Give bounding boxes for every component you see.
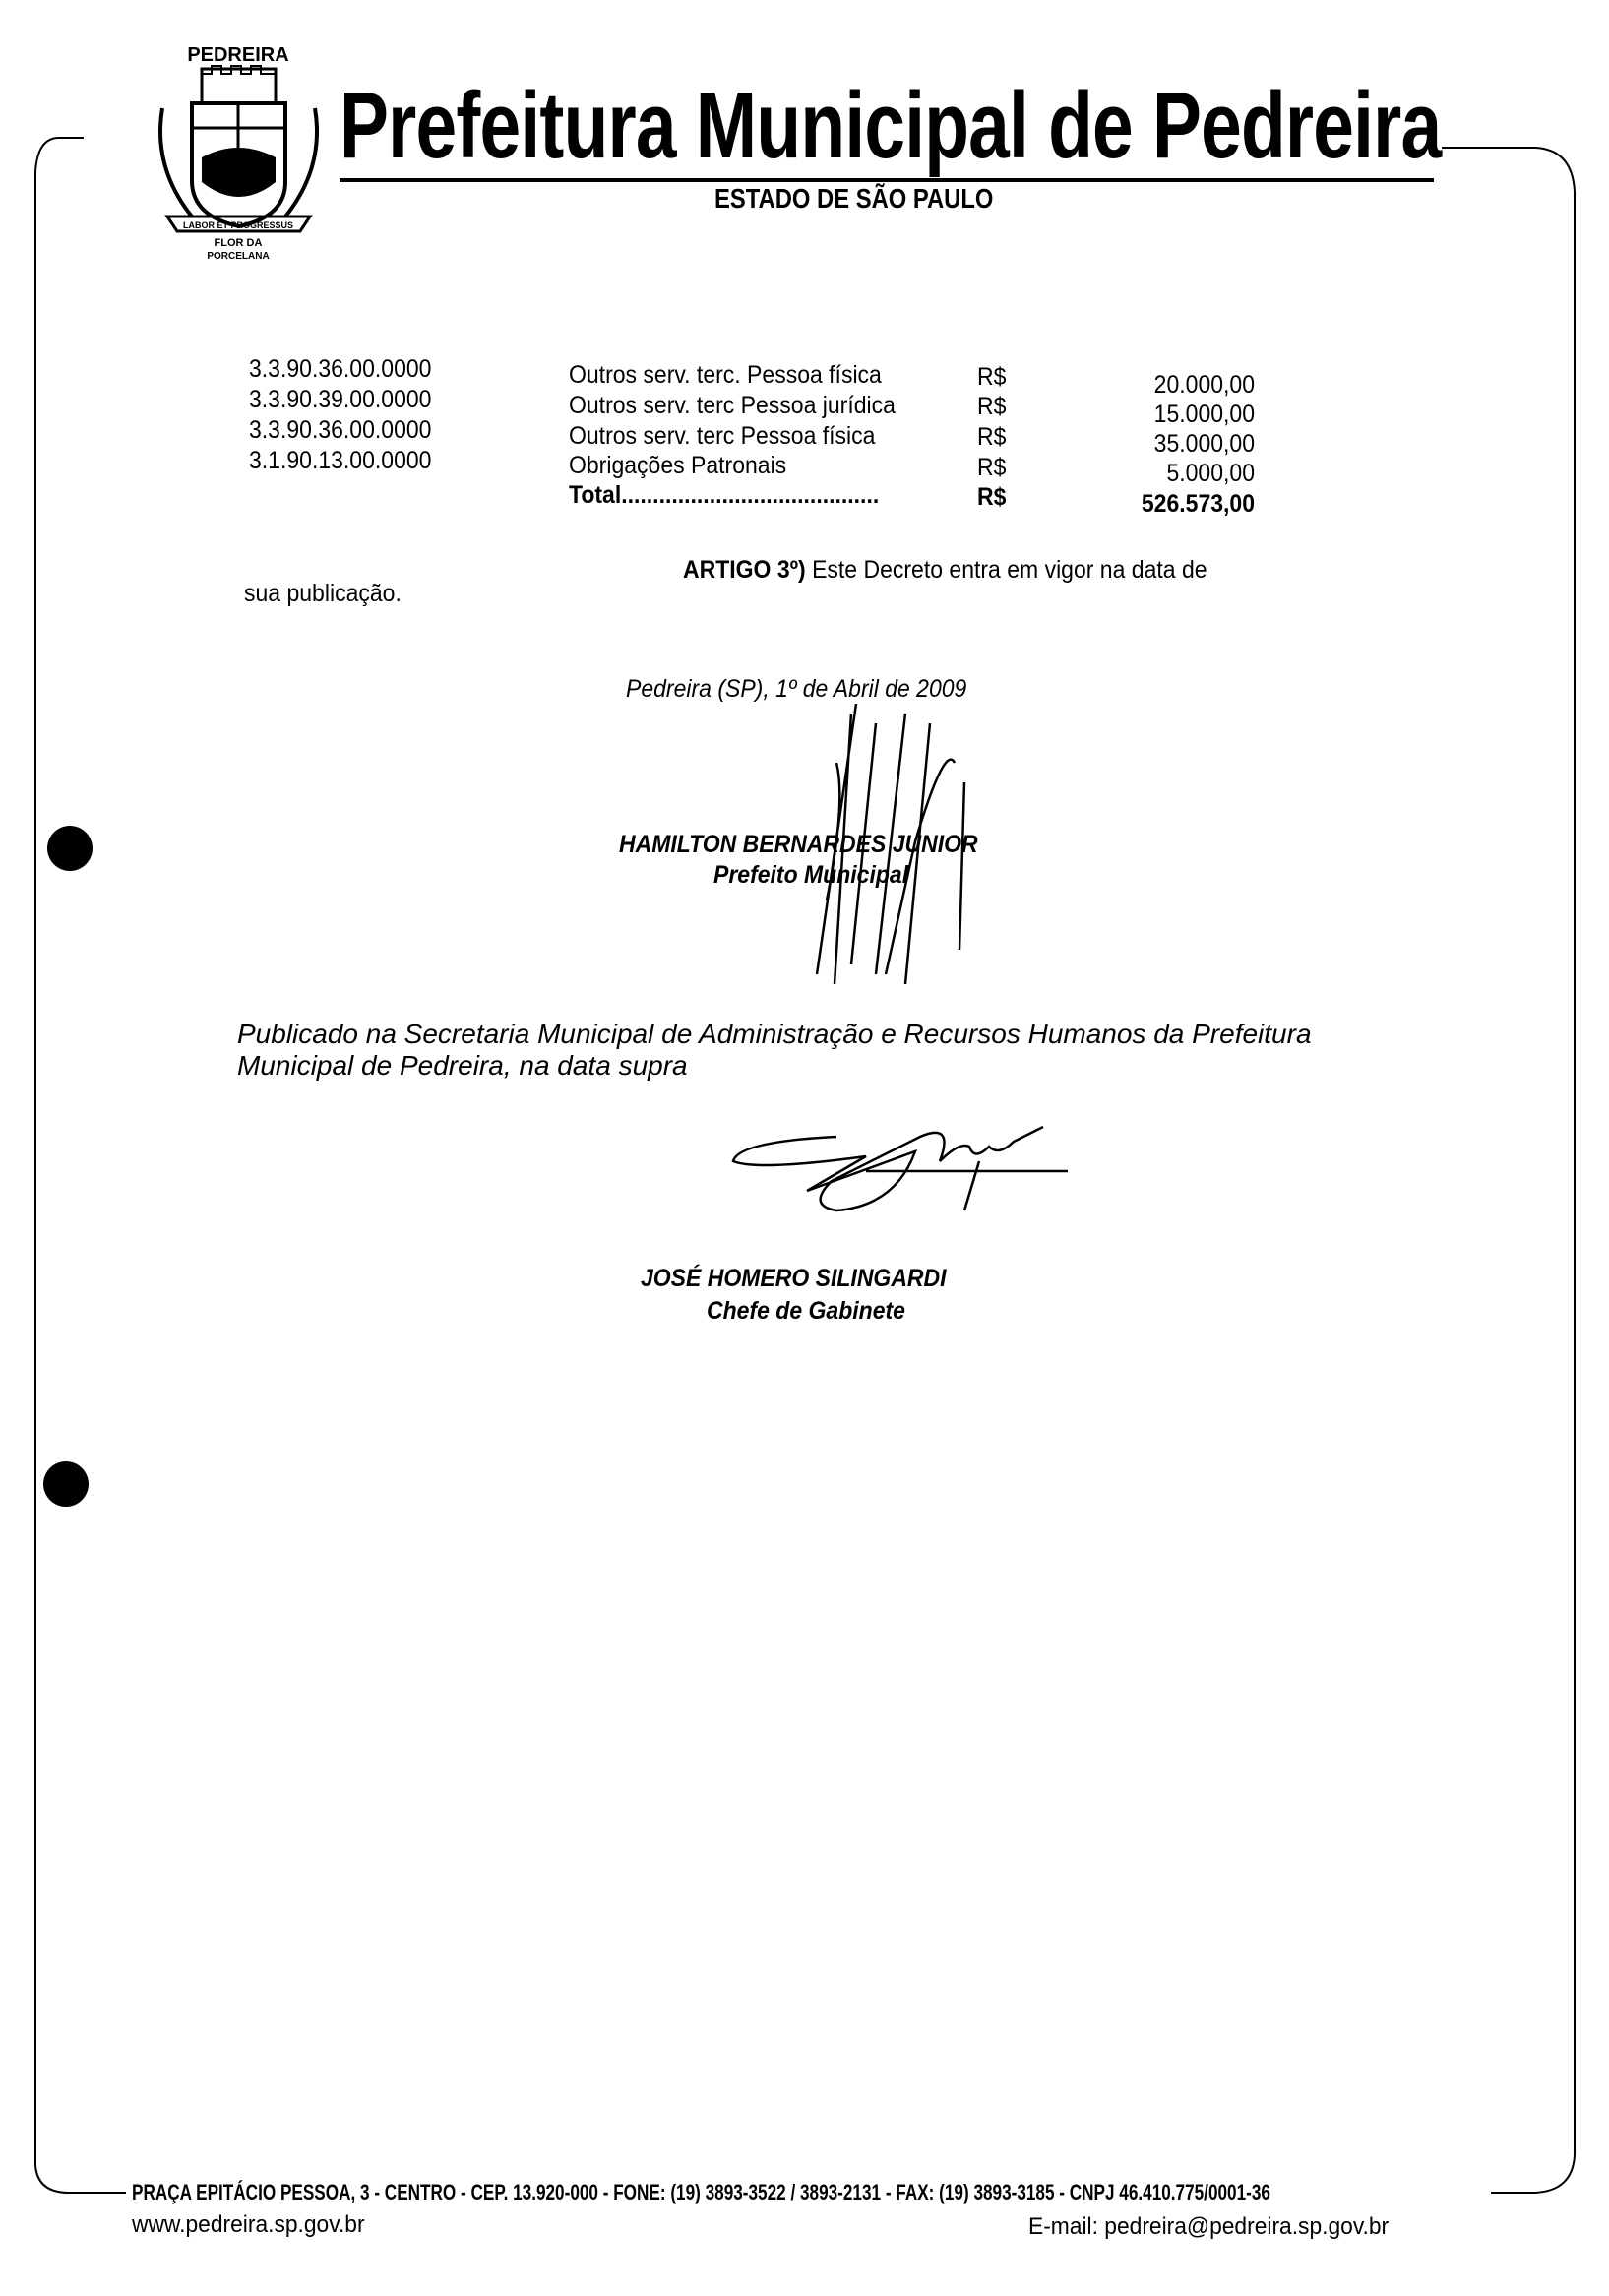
row-code: 3.3.90.36.00.0000 (249, 355, 432, 383)
svg-text:FLOR DA: FLOR DA (214, 237, 263, 249)
row-currency: R$ (977, 393, 1007, 420)
row-code: 3.3.90.39.00.0000 (249, 386, 432, 413)
row-description: Outros serv. terc. Pessoa física (569, 361, 882, 389)
article-label: ARTIGO 3º) (683, 556, 806, 584)
page-title: Prefeitura Municipal de Pedreira (340, 73, 1442, 178)
article-continuation: sua publicação. (244, 580, 402, 607)
coat-of-arms-logo (148, 20, 330, 261)
mayor-name: HAMILTON BERNARDES JUNIOR (619, 831, 978, 858)
publication-line-1: Publicado na Secretaria Municipal de Administração e Recursos Humanos da Prefeitura (237, 1019, 1312, 1049)
row-currency: R$ (977, 423, 1007, 451)
row-code: 3.3.90.36.00.0000 (249, 416, 432, 444)
footer-address: PRAÇA EPITÁCIO PESSOA, 3 - CENTRO - CEP. 13.920-000 - FONE: (19) 3893-3522 / 3893-2131 - FAX: (19) 3893-3185 - CNPJ 46.410.775/0001-36 (132, 2180, 1270, 2204)
row-amount: 15.000,00 (1153, 401, 1255, 428)
row-description: Obrigações Patronais (569, 452, 787, 479)
chief-role: Chefe de Gabinete (707, 1297, 905, 1325)
row-description: Outros serv. terc Pessoa física (569, 422, 876, 450)
total-amount: 526.573,00 (1141, 490, 1255, 518)
signature-chief-of-staff (718, 1112, 1083, 1220)
date-line: Pedreira (SP), 1º de Abril de 2009 (626, 675, 967, 703)
svg-text:PEDREIRA: PEDREIRA (187, 44, 289, 66)
row-amount: 20.000,00 (1153, 371, 1255, 399)
total-label: Total......................................... (569, 481, 880, 509)
row-amount: 5.000,00 (1166, 460, 1255, 487)
chief-name: JOSÉ HOMERO SILINGARDI (641, 1265, 947, 1292)
svg-text:PORCELANA: PORCELANA (207, 251, 270, 261)
row-code: 3.1.90.13.00.0000 (249, 447, 432, 474)
publication-line-2: Municipal de Pedreira, na data supra (237, 1050, 688, 1081)
title-underline (340, 178, 1434, 182)
article-text: Este Decreto entra em vigor na data de (805, 556, 1207, 584)
total-currency: R$ (977, 483, 1007, 511)
row-description: Outros serv. terc Pessoa jurídica (569, 392, 896, 419)
row-currency: R$ (977, 454, 1007, 481)
svg-text:LABOR ET PROGRESSUS: LABOR ET PROGRESSUS (182, 220, 294, 230)
state-subtitle: ESTADO DE SÃO PAULO (714, 183, 994, 214)
footer-email: E-mail: pedreira@pedreira.sp.gov.br (1028, 2213, 1390, 2240)
article-3 (683, 557, 1207, 585)
punch-hole (43, 1461, 89, 1507)
row-currency: R$ (977, 363, 1007, 391)
mayor-role: Prefeito Municipal (713, 861, 909, 889)
footer-website: www.pedreira.sp.gov.br (132, 2211, 365, 2238)
row-amount: 35.000,00 (1153, 430, 1255, 458)
punch-hole (47, 826, 93, 871)
